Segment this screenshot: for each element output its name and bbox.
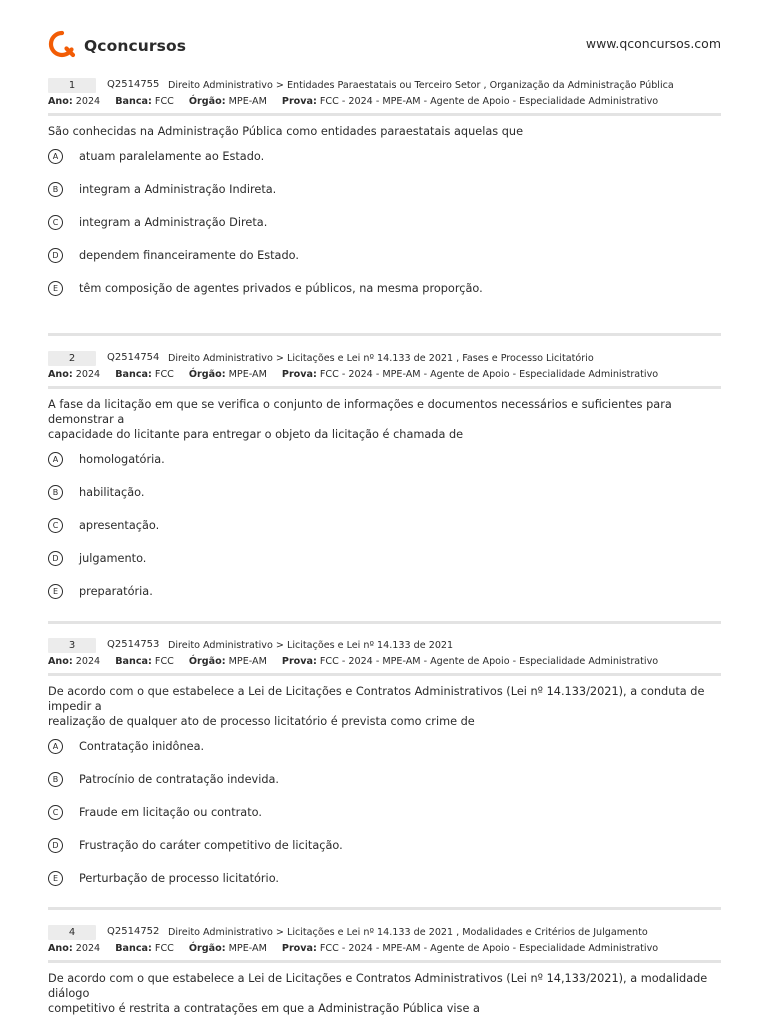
- prova-label: Prova:: [281, 96, 317, 107]
- question-meta: [48, 943, 721, 957]
- question-header: [48, 78, 721, 95]
- option-d[interactable]: [48, 551, 721, 584]
- site-url[interactable]: www.qconcursos.com: [585, 36, 721, 51]
- prova-value: FCC - 2024 - MPE-AM - Agente de Apoio - Especialidade Administrativo: [319, 656, 659, 667]
- option-b[interactable]: [48, 485, 721, 518]
- prova-value: FCC - 2024 - MPE-AM - Agente de Apoio - Especialidade Administrativo: [319, 96, 659, 107]
- question-block: [48, 925, 721, 1016]
- option-c[interactable]: [48, 518, 721, 551]
- option-d[interactable]: [48, 248, 721, 281]
- question-text-line: realização de qualquer ato de processo licitatório é prevista como crime de: [48, 715, 475, 728]
- orgao-value: MPE-AM: [228, 943, 267, 954]
- question-number: 1: [48, 78, 96, 93]
- qconcursos-logo-icon: [48, 30, 76, 62]
- question-code[interactable]: Q2514753: [107, 639, 160, 650]
- question-number: 3: [48, 638, 96, 653]
- option-a[interactable]: [48, 739, 721, 772]
- option-text: apresentação.: [79, 519, 160, 532]
- options-list: [48, 739, 721, 904]
- question-text-line: De acordo com o que estabelece a Lei de Licitações e Contratos Administrativos (Lei nº 14.133/2021), a conduta de impedir a: [48, 685, 705, 713]
- orgao-label: Órgão:: [188, 369, 226, 380]
- banca-label: Banca:: [115, 369, 152, 380]
- question-meta: [48, 656, 721, 670]
- question-block: [48, 78, 721, 314]
- question-meta: [48, 369, 721, 383]
- ano-value: 2024: [75, 369, 101, 380]
- ano-label: Ano:: [48, 656, 73, 667]
- question-subject: Direito Administrativo > Licitações e Lei nº 14.133 de 2021: [168, 639, 454, 651]
- ano-value: 2024: [75, 656, 101, 667]
- option-letter[interactable]: D: [48, 551, 63, 566]
- option-e[interactable]: [48, 281, 721, 314]
- banca-value: FCC: [154, 96, 174, 107]
- question-text: [48, 684, 721, 729]
- option-text: Frustração do caráter competitivo de licitação.: [79, 839, 343, 852]
- option-c[interactable]: [48, 215, 721, 248]
- question-code[interactable]: Q2514755: [107, 79, 160, 90]
- question-block: [48, 638, 721, 904]
- option-b[interactable]: [48, 182, 721, 215]
- banca-label: Banca:: [115, 656, 152, 667]
- prova-label: Prova:: [281, 656, 317, 667]
- question-code[interactable]: Q2514754: [107, 352, 160, 363]
- option-text: habilitação.: [79, 486, 145, 499]
- prova-label: Prova:: [281, 369, 317, 380]
- question-separator: [48, 333, 721, 336]
- option-text: integram a Administração Direta.: [79, 216, 268, 229]
- divider: [48, 960, 721, 963]
- question-subject: Direito Administrativo > Entidades Paraestatais ou Terceiro Setor , Organização da Administração Pública: [168, 79, 674, 91]
- page-header: [48, 30, 721, 60]
- banca-value: FCC: [154, 656, 174, 667]
- options-list: [48, 452, 721, 617]
- banca-value: FCC: [154, 943, 174, 954]
- brand-logo[interactable]: [48, 30, 186, 62]
- option-text: Contratação inidônea.: [79, 740, 205, 753]
- banca-label: Banca:: [115, 943, 152, 954]
- option-letter[interactable]: E: [48, 584, 63, 599]
- question-header: [48, 925, 721, 942]
- question-text: [48, 397, 721, 442]
- option-letter[interactable]: C: [48, 215, 63, 230]
- option-text: preparatória.: [79, 585, 153, 598]
- prova-value: FCC - 2024 - MPE-AM - Agente de Apoio - Especialidade Administrativo: [319, 943, 659, 954]
- option-a[interactable]: [48, 149, 721, 182]
- ano-value: 2024: [75, 96, 101, 107]
- orgao-value: MPE-AM: [228, 656, 267, 667]
- ano-value: 2024: [75, 943, 101, 954]
- option-text: Patrocínio de contratação indevida.: [79, 773, 280, 786]
- option-letter[interactable]: C: [48, 805, 63, 820]
- question-text-line: capacidade do licitante para entregar o objeto da licitação é chamada de: [48, 428, 464, 441]
- option-letter[interactable]: E: [48, 871, 63, 886]
- question-header: [48, 638, 721, 655]
- orgao-label: Órgão:: [188, 943, 226, 954]
- option-text: homologatória.: [79, 453, 165, 466]
- orgao-label: Órgão:: [188, 96, 226, 107]
- question-separator: [48, 907, 721, 910]
- option-letter[interactable]: B: [48, 772, 63, 787]
- option-text: atuam paralelamente ao Estado.: [79, 150, 265, 163]
- ano-label: Ano:: [48, 96, 73, 107]
- question-text-line: competitivo é restrita a contratações em que a Administração Pública vise a: [48, 1002, 480, 1015]
- brand-name: Qconcursos: [84, 37, 187, 55]
- option-letter[interactable]: C: [48, 518, 63, 533]
- option-letter[interactable]: D: [48, 838, 63, 853]
- question-header: [48, 351, 721, 368]
- question-text-line: A fase da licitação em que se verifica o conjunto de informações e documentos necessários e suficientes para demonstrar a: [48, 398, 672, 426]
- orgao-label: Órgão:: [188, 656, 226, 667]
- option-text: integram a Administração Indireta.: [79, 183, 277, 196]
- options-list: [48, 149, 721, 314]
- option-e[interactable]: [48, 871, 721, 904]
- question-text: [48, 971, 721, 1016]
- question-text-line: De acordo com o que estabelece a Lei de Licitações e Contratos Administrativos (Lei nº 14,133/2021), a modalidade diálogo: [48, 972, 708, 1000]
- banca-value: FCC: [154, 369, 174, 380]
- option-e[interactable]: [48, 584, 721, 617]
- banca-label: Banca:: [115, 96, 152, 107]
- orgao-value: MPE-AM: [228, 96, 267, 107]
- option-text: Fraude em licitação ou contrato.: [79, 806, 262, 819]
- option-b[interactable]: [48, 772, 721, 805]
- orgao-value: MPE-AM: [228, 369, 267, 380]
- option-letter[interactable]: A: [48, 452, 63, 467]
- option-letter[interactable]: A: [48, 149, 63, 164]
- question-code[interactable]: Q2514752: [107, 926, 160, 937]
- option-a[interactable]: [48, 452, 721, 485]
- question-subject: Direito Administrativo > Licitações e Lei nº 14.133 de 2021 , Modalidades e Critérios de Julgamento: [168, 926, 648, 938]
- option-text: têm composição de agentes privados e públicos, na mesma proporção.: [79, 282, 483, 295]
- option-text: Perturbação de processo licitatório.: [79, 872, 280, 885]
- ano-label: Ano:: [48, 369, 73, 380]
- option-letter[interactable]: B: [48, 182, 63, 197]
- ano-label: Ano:: [48, 943, 73, 954]
- question-number: 2: [48, 351, 96, 366]
- option-letter[interactable]: A: [48, 739, 63, 754]
- divider: [48, 673, 721, 676]
- divider: [48, 386, 721, 389]
- divider: [48, 113, 721, 116]
- question-number: 4: [48, 925, 96, 940]
- option-text: dependem financeiramente do Estado.: [79, 249, 299, 262]
- option-letter[interactable]: E: [48, 281, 63, 296]
- option-d[interactable]: [48, 838, 721, 871]
- question-text: São conhecidas na Administração Pública como entidades paraestatais aquelas que: [48, 125, 524, 138]
- prova-label: Prova:: [281, 943, 317, 954]
- option-text: julgamento.: [79, 552, 147, 565]
- question-separator: [48, 621, 721, 624]
- prova-value: FCC - 2024 - MPE-AM - Agente de Apoio - Especialidade Administrativo: [319, 369, 659, 380]
- question-subject: Direito Administrativo > Licitações e Lei nº 14.133 de 2021 , Fases e Processo Licitatório: [168, 352, 594, 364]
- option-letter[interactable]: D: [48, 248, 63, 263]
- question-meta: [48, 96, 721, 110]
- option-letter[interactable]: B: [48, 485, 63, 500]
- question-block: [48, 351, 721, 617]
- option-c[interactable]: [48, 805, 721, 838]
